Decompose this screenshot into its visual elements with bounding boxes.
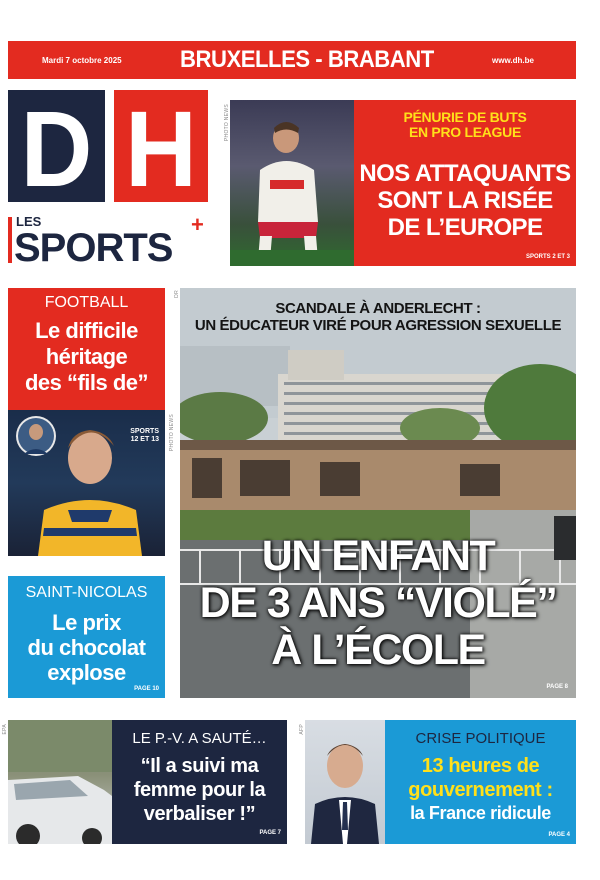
- kicker-line: PÉNURIE DE BUTS: [403, 109, 527, 125]
- politician-illustration: [305, 720, 385, 844]
- headline-line: SONT LA RISÉE: [377, 187, 553, 214]
- website-url[interactable]: www.dh.be: [492, 55, 534, 65]
- bottom-left-kicker: LE P.-V. A SAUTÉ…: [132, 730, 267, 747]
- headline-line: UN ENFANT: [261, 532, 495, 580]
- headline-line: À L’ÉCOLE: [271, 626, 485, 674]
- main-story-kicker: [180, 300, 576, 334]
- page-reference: PAGE 7: [259, 830, 281, 836]
- headline-line: NOS ATTAQUANTS: [359, 160, 571, 187]
- bottom-left-headline: [112, 754, 287, 826]
- top-story-headline: [354, 160, 576, 241]
- bottom-left-story-box[interactable]: [112, 720, 287, 844]
- photo-credit: PHOTO NEWS: [224, 104, 230, 142]
- logo-letter-d: D: [20, 88, 93, 209]
- headline-line: verbaliser !”: [143, 803, 256, 825]
- logo-accent-bar: [8, 217, 12, 263]
- headline-line: DE L’EUROPE: [387, 214, 543, 241]
- saint-nicolas-teaser-box[interactable]: [8, 576, 165, 698]
- logo-letter-h: H: [125, 88, 197, 209]
- car-street-photo[interactable]: [8, 720, 112, 844]
- page-reference: [130, 428, 159, 444]
- page-reference: PAGE 8: [546, 684, 568, 690]
- top-story-kicker: [354, 110, 576, 140]
- page-ref-line: 12 ET 13: [130, 436, 159, 443]
- headline-line: 13 heures de: [421, 755, 540, 777]
- logo-h-block: [114, 88, 208, 209]
- headline-line: Le difficile: [35, 318, 138, 343]
- bottom-right-story-box[interactable]: [385, 720, 576, 844]
- bottom-right-headline: la France ridicule: [410, 803, 551, 823]
- page-reference: PAGE 10: [134, 686, 159, 692]
- headline-line: explose: [47, 660, 126, 685]
- kicker-line: EN PRO LEAGUE: [408, 124, 521, 140]
- headline-line: des “fils de”: [24, 370, 149, 395]
- logo-plus-icon: +: [191, 212, 204, 237]
- headline-line: gouvernement :: [408, 779, 553, 801]
- headline-line: “Il a suivi ma: [140, 755, 259, 777]
- football-teaser-box[interactable]: [8, 288, 165, 410]
- young-player-photo[interactable]: [8, 410, 165, 556]
- issue-date: Mardi 7 octobre 2025: [42, 55, 122, 65]
- headline-line: Le prix: [52, 610, 121, 635]
- edition-name: BRUXELLES - BRABANT: [179, 46, 434, 73]
- footballer-crouching-photo[interactable]: [230, 100, 354, 266]
- football-kicker: FOOTBALL: [44, 294, 129, 311]
- bottom-right-headline-highlight: [385, 754, 576, 802]
- bottom-right-kicker: CRISE POLITIQUE: [415, 730, 546, 747]
- car-illustration: [8, 720, 112, 844]
- logo-d-block: [8, 88, 105, 209]
- headline-line: héritage: [45, 344, 128, 369]
- photo-credit: PHOTO NEWS: [169, 414, 175, 452]
- edition-banner: [8, 41, 576, 79]
- page-ref-line: SPORTS: [130, 428, 159, 435]
- photo-credit: EPA: [2, 724, 8, 735]
- politician-portrait-photo[interactable]: [305, 720, 385, 844]
- saint-nicolas-headline: [8, 610, 165, 685]
- football-headline: [8, 318, 165, 396]
- page-reference: SPORTS 2 ET 3: [525, 254, 570, 260]
- kicker-line: UN ÉDUCATEUR VIRÉ POUR AGRESSION SEXUELLE: [194, 317, 562, 334]
- headline-line: DE 3 ANS “VIOLÉ”: [199, 579, 557, 627]
- headline-line: du chocolat: [27, 635, 146, 660]
- logo-sports: SPORTS: [14, 226, 173, 270]
- saint-nicolas-kicker: SAINT-NICOLAS: [25, 584, 148, 601]
- footballer-illustration: [230, 100, 354, 266]
- headline-line: femme pour la: [133, 779, 266, 801]
- kicker-line: SCANDALE À ANDERLECHT :: [275, 300, 481, 317]
- main-story[interactable]: [180, 288, 576, 698]
- main-story-headline: [180, 533, 576, 674]
- page-reference: PAGE 4: [548, 832, 570, 838]
- photo-credit: AFP: [299, 724, 305, 735]
- dh-les-sports-logo[interactable]: [8, 90, 208, 270]
- photo-credit: DR: [174, 290, 180, 298]
- logo-les: LES: [16, 214, 42, 229]
- top-story-box[interactable]: [354, 100, 576, 266]
